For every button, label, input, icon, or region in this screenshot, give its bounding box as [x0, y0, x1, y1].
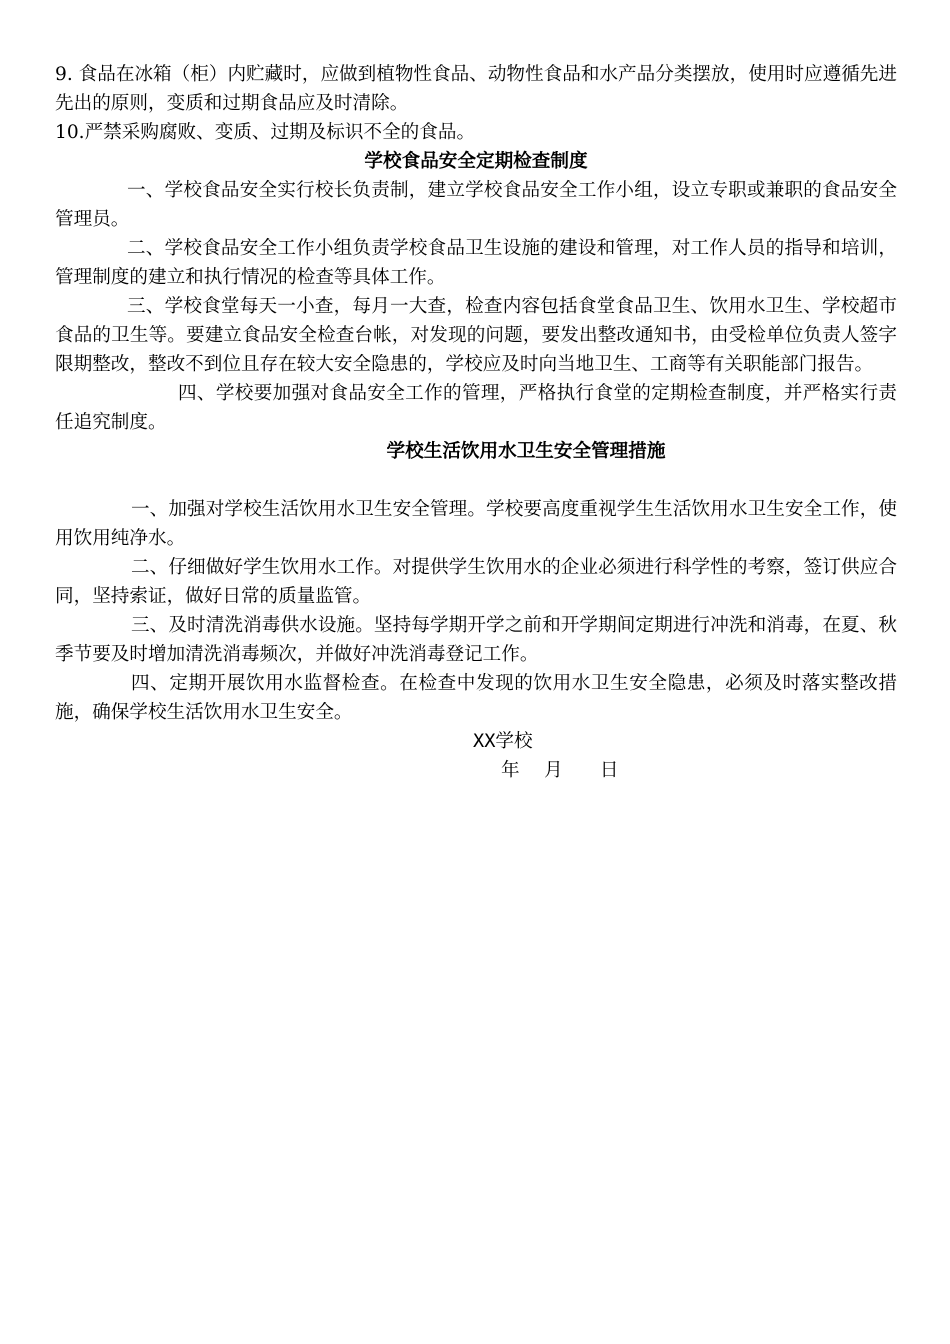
inspection-paragraph-3: 三、学校食堂每天一小查，每月一大查，检查内容包括食堂食品卫生、饮用水卫生、学校超市食品的卫生等。要建立食品安全检查台帐，对发现的问题，要发出整改通知书，由受检单位负责人签字限期整改，整改不到位且存在较大安全隐患的，学校应及时向当地卫生、工商等有关职能部门报告。	[55, 296, 897, 375]
inspection-paragraph-1: 一、学校食品安全实行校长负责制，建立学校食品安全工作小组，设立专职或兼职的食品安全管理员。	[55, 180, 897, 230]
inspection-paragraph-2: 二、学校食品安全工作小组负责学校食品卫生设施的建设和管理，对工作人员的指导和培训，管理制度的建立和执行情况的检查等具体工作。	[55, 238, 897, 288]
water-section-title: 学校生活饮用水卫生安全管理措施	[386, 441, 666, 462]
water-paragraph-4: 四、定期开展饮用水监督检查。在检查中发现的饮用水卫生安全隐患，必须及时落实整改措施，确保学校生活饮用水卫生安全。	[55, 673, 897, 723]
water-paragraph-3: 三、及时清洗消毒供水设施。坚持每学期开学之前和开学期间定期进行冲洗和消毒，在夏、秋季节要及时增加清洗消毒频次，并做好冲洗消毒登记工作。	[55, 615, 897, 665]
rule-item-10: 10.严禁采购腐败、变质、过期及标识不全的食品。	[55, 122, 476, 143]
rule-item-9: 9. 食品在冰箱（柜）内贮藏时，应做到植物性食品、动物性食品和水产品分类摆放，使用时应遵循先进先出的原则，变质和过期食品应及时清除。	[55, 64, 897, 114]
signature-school: XX学校	[473, 731, 533, 752]
document-page	[55, 60, 897, 785]
inspection-paragraph-4: 四、学校要加强对食品安全工作的管理，严格执行食堂的定期检查制度，并严格实行责任追究制度。	[55, 383, 897, 433]
signature-date: 年 月 日	[501, 760, 619, 781]
water-paragraph-2: 二、仔细做好学生饮用水工作。对提供学生饮用水的企业必须进行科学性的考察，签订供应合同，坚持索证，做好日常的质量监管。	[55, 557, 897, 607]
blank-line	[55, 466, 897, 495]
water-paragraph-1: 一、加强对学校生活饮用水卫生安全管理。学校要高度重视学生生活饮用水卫生安全工作，使用饮用纯净水。	[55, 499, 897, 549]
inspection-section-title: 学校食品安全定期检查制度	[364, 151, 588, 172]
